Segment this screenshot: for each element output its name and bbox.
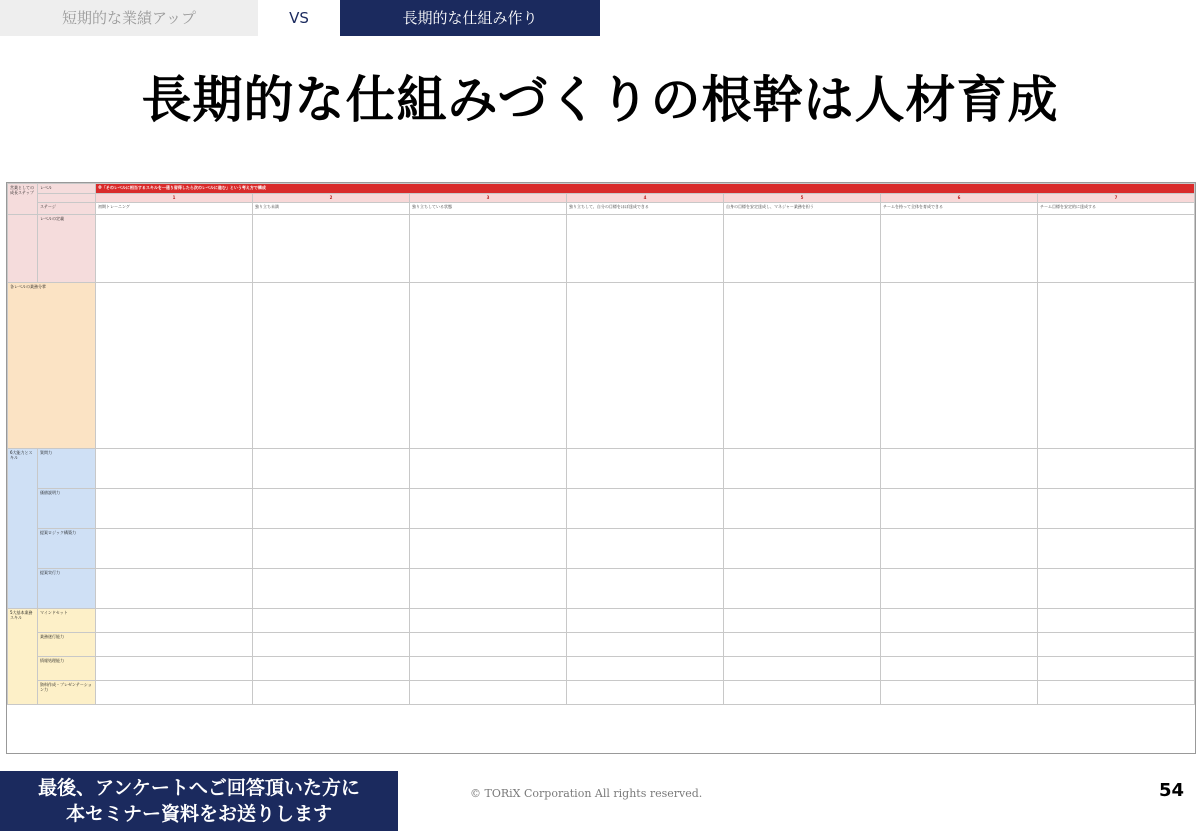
skill-cell — [96, 529, 253, 569]
skill-execution: 業務遂行能力 — [38, 633, 96, 657]
skill-info-processing: 情報処理能力 — [38, 657, 96, 681]
skill-cell — [410, 489, 567, 529]
skill-cell — [1038, 609, 1195, 633]
survey-notice-line2: 本セミナー資料をお送りします — [65, 803, 332, 825]
skill-cell — [724, 489, 881, 529]
survey-notice-line1: 最後、アンケートへご回答頂いた方に — [38, 777, 360, 799]
section-growth-steps: 営業としての成長ステップ — [8, 184, 38, 215]
skill-proposal-execution: 提案実行力 — [38, 569, 96, 609]
level-1: 1 — [96, 194, 253, 203]
comparison-tabs — [0, 0, 600, 36]
skill-cell — [881, 633, 1038, 657]
skill-matrix-table — [7, 183, 1195, 705]
skill-cell — [96, 449, 253, 489]
stage-2: 独り立ち未満 — [253, 203, 410, 215]
skill-cell — [724, 681, 881, 705]
skill-mindset: マインドセット — [38, 609, 96, 633]
skill-cell — [567, 569, 724, 609]
skill-cell — [724, 529, 881, 569]
duty-cell — [1038, 283, 1195, 449]
skill-cell — [96, 569, 253, 609]
skill-cell — [881, 609, 1038, 633]
skill-questioning: 質問力 — [38, 449, 96, 489]
skill-cell — [410, 449, 567, 489]
skill-cell — [724, 449, 881, 489]
skill-cell — [1038, 529, 1195, 569]
skill-cell — [253, 489, 410, 529]
level-label: レベル — [38, 184, 96, 194]
level-4: 4 — [567, 194, 724, 203]
skill-cell — [724, 657, 881, 681]
skill-cell — [881, 489, 1038, 529]
skill-cell — [1038, 657, 1195, 681]
vs-label: VS — [289, 9, 309, 27]
skill-cell — [410, 569, 567, 609]
skill-cell — [253, 529, 410, 569]
duty-cell — [881, 283, 1038, 449]
skill-cell — [96, 657, 253, 681]
level-7: 7 — [1038, 194, 1195, 203]
skill-cell — [253, 449, 410, 489]
stage-5: 自身の目標を安定達成し、マネジャー業務を担う — [724, 203, 881, 215]
survey-notice — [0, 771, 398, 831]
skill-cell — [410, 529, 567, 569]
skill-cell — [567, 681, 724, 705]
slide-title: 長期的な仕組みづくりの根幹は人材育成 — [141, 71, 1059, 129]
duty-cell — [253, 283, 410, 449]
skill-cell — [410, 633, 567, 657]
skill-cell — [96, 609, 253, 633]
skill-cell — [253, 681, 410, 705]
section-five-basic-skills: 5大基本業務スキル — [8, 609, 38, 705]
page-number: 54 — [1158, 780, 1184, 801]
skill-cell — [567, 529, 724, 569]
level-def-cell — [96, 215, 253, 283]
skill-cell — [410, 657, 567, 681]
stage-1: 初期トレーニング — [96, 203, 253, 215]
skill-cell — [96, 633, 253, 657]
level-2: 2 — [253, 194, 410, 203]
skill-cell — [253, 609, 410, 633]
skill-cell — [724, 569, 881, 609]
skill-cell — [567, 449, 724, 489]
tab-short-term: 短期的な業績アップ — [0, 0, 258, 36]
stage-6: チームを持って全体を育成できる — [881, 203, 1038, 215]
duty-cell — [724, 283, 881, 449]
section-duties: 各レベルの業務分掌 — [8, 283, 96, 449]
skill-cell — [253, 569, 410, 609]
skill-cell — [1038, 569, 1195, 609]
skill-cell — [253, 633, 410, 657]
skill-cell — [410, 609, 567, 633]
skill-cell — [881, 681, 1038, 705]
level-def-cell — [881, 215, 1038, 283]
level-banner: ※「そのレベルに相当するスキルを一通り習得したら次のレベルに進む」という考え方で構成 — [96, 184, 1195, 194]
skill-cell — [567, 489, 724, 529]
skill-cell — [96, 489, 253, 529]
skill-cell — [410, 681, 567, 705]
level-numbers-label — [38, 194, 96, 203]
stage-4: 独り立ちして、自分の目標をほぼ達成できる — [567, 203, 724, 215]
stage-label: ステージ — [38, 203, 96, 215]
skill-proposal-logic: 提案ロジック構築力 — [38, 529, 96, 569]
tab-long-term: 長期的な仕組み作り — [340, 0, 600, 36]
level-def-cell — [567, 215, 724, 283]
skill-cell — [724, 633, 881, 657]
skill-matrix-sheet — [6, 182, 1196, 754]
level-3: 3 — [410, 194, 567, 203]
skill-cell — [253, 657, 410, 681]
skill-value-explanation: 価値説明力 — [38, 489, 96, 529]
copyright: © TORiX Corporation All rights reserved. — [470, 787, 703, 800]
level-def-spacer — [8, 215, 38, 283]
level-6: 6 — [881, 194, 1038, 203]
skill-cell — [96, 681, 253, 705]
duty-cell — [567, 283, 724, 449]
duty-cell — [410, 283, 567, 449]
skill-cell — [724, 609, 881, 633]
section-six-abilities: 6大能力とスキル — [8, 449, 38, 609]
skill-presentation: 資料作成・プレゼンテーション力 — [38, 681, 96, 705]
skill-cell — [567, 633, 724, 657]
skill-cell — [1038, 449, 1195, 489]
level-def-cell — [410, 215, 567, 283]
level-def-cell — [253, 215, 410, 283]
stage-3: 独り立ちしている状態 — [410, 203, 567, 215]
level-def-label: レベルの定義 — [38, 215, 96, 283]
skill-cell — [881, 449, 1038, 489]
level-5: 5 — [724, 194, 881, 203]
skill-cell — [881, 657, 1038, 681]
skill-cell — [567, 609, 724, 633]
stage-7: チーム目標を安定的に達成する — [1038, 203, 1195, 215]
level-def-cell — [724, 215, 881, 283]
skill-cell — [1038, 489, 1195, 529]
skill-cell — [1038, 681, 1195, 705]
skill-cell — [881, 569, 1038, 609]
skill-cell — [1038, 633, 1195, 657]
level-def-cell — [1038, 215, 1195, 283]
duty-cell — [96, 283, 253, 449]
skill-cell — [881, 529, 1038, 569]
skill-cell — [567, 657, 724, 681]
